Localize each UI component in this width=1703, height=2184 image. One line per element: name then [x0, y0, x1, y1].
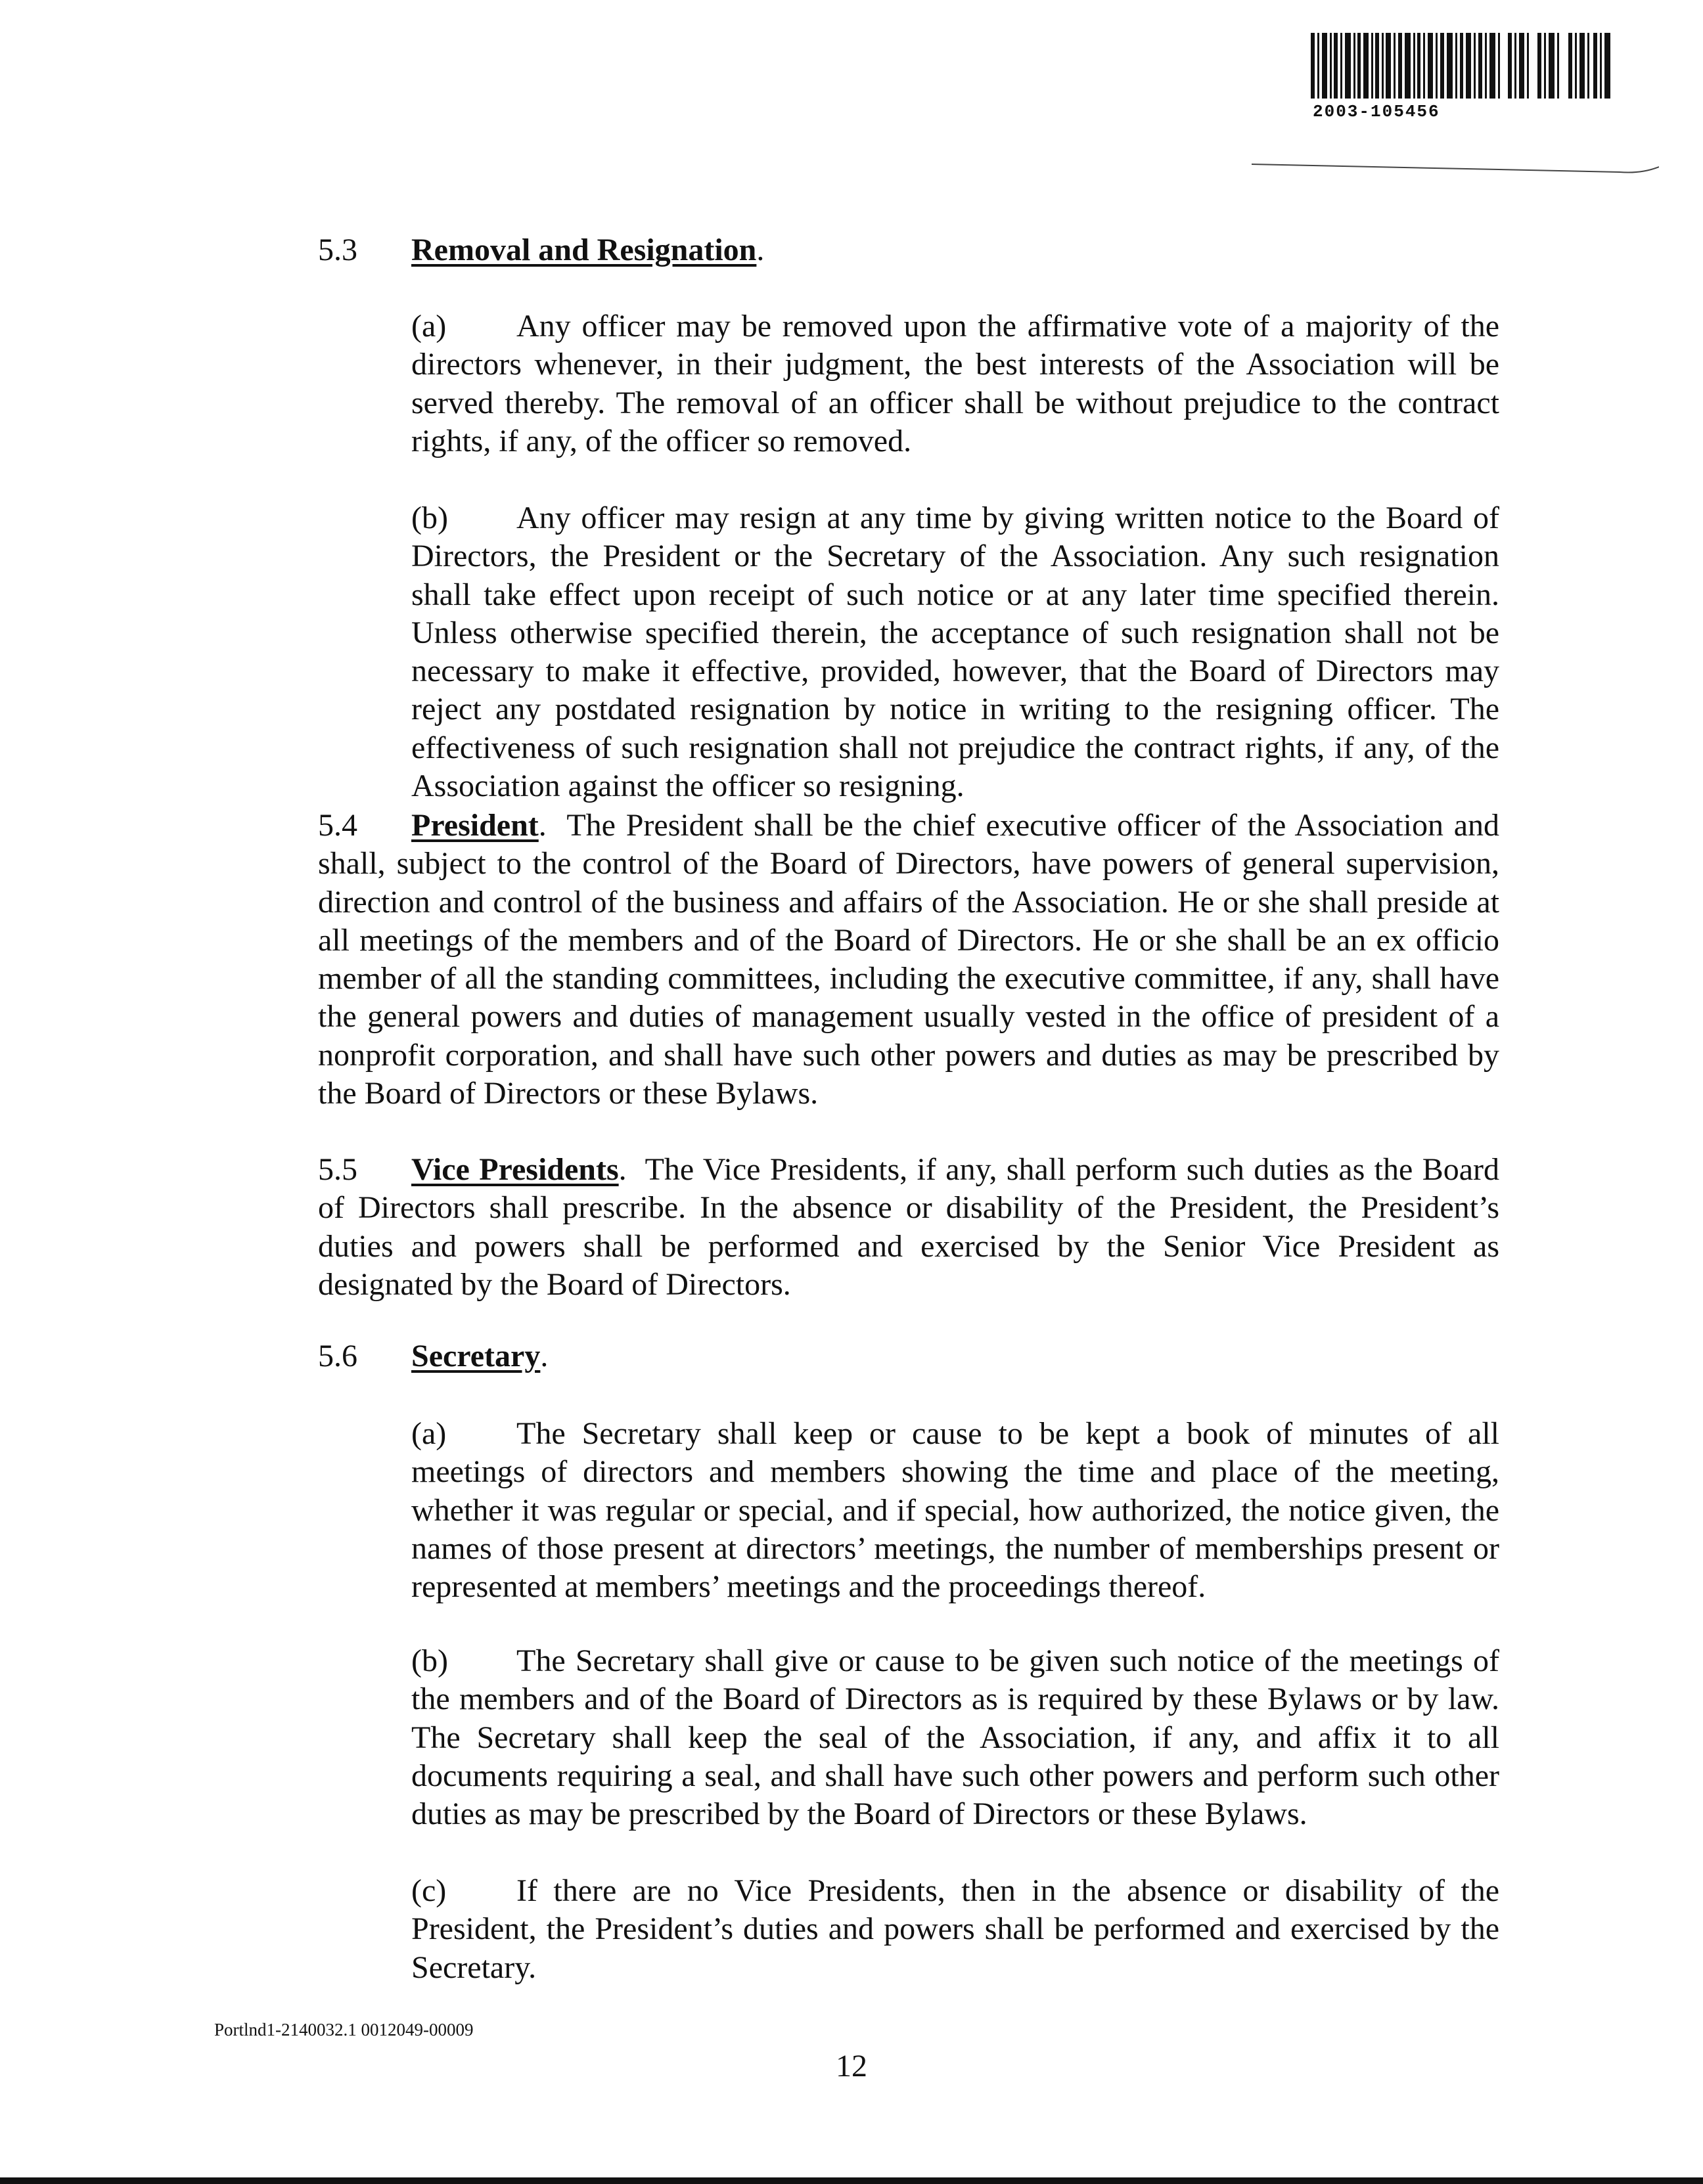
section-number: 5.4 — [318, 808, 357, 843]
section-number: 5.5 — [318, 1152, 357, 1187]
page-number: 12 — [836, 2049, 867, 2084]
clause-text: Any officer may be removed upon the affirmative vote of a majority of the directors whenever, in their judgment, the best interests of the Association will be served thereby. The removal of an officer shall be without prejudice to the contract rights, if any, of the officer so removed. — [411, 309, 1499, 458]
clause-text: The Secretary shall give or cause to be given such notice of the meetings of the members and of the Board of Directors as is required by these Bylaws or by law. The Secretary shall keep the seal of the Association, if any, and affix it to all documents requiring a seal, and shall have such other powers and perform such other duties as may be prescribed by the Board of Directors or these Bylaws. — [411, 1643, 1499, 1832]
scan-artifact-line — [1252, 162, 1659, 181]
section-5-6-a — [214, 1415, 1499, 1606]
section-5-4: 5.4 President. The President shall be the chief executive officer of the Association and shall, subject to the control of the Board of Directors, have powers of general supervision, direction and control of the business and affairs of the Association. He or she shall preside at all meetings of the members and of the Board of Directors. He or she shall be an ex officio member of all the standing committees, including the executive committee, if any, shall have the general powers and duties of management usually vested in the office of president of a nonprofit corporation, and shall have such other powers and duties as may be prescribed by the Board of Directors or these Bylaws. — [318, 808, 1499, 1111]
section-title: Removal and Resignation. — [411, 233, 765, 267]
section-text: The Vice Presidents, if any, shall perform such duties as the Board of Directors shall prescribe. In the absence or disability of the President, the President’s duties and powers shall be performed and exercised by the Senior Vice President as designated by the Board of Directors. — [318, 1152, 1499, 1302]
section-5-6-heading — [214, 1337, 1499, 1377]
barcode-image — [1311, 33, 1613, 99]
barcode-number: 2003-105456 — [1313, 102, 1440, 122]
clause-label: (b) — [411, 1643, 448, 1678]
section-5-3-heading — [214, 231, 1499, 271]
section-5-3-a — [214, 307, 1499, 460]
section-5-5: 5.5 Vice Presidents. The Vice Presidents, if any, shall perform such duties as the Board of Directors shall prescribe. In the absence or disability of the President, the President’s duties and powers shall be performed and exercised by the Senior Vice President as designated by the Board of Directors. — [318, 1152, 1499, 1302]
scan-border — [0, 2177, 1703, 2184]
clause-label: (b) — [411, 501, 448, 535]
clause-label: (a) — [411, 1416, 447, 1451]
clause-label: (a) — [411, 309, 447, 344]
section-number: 5.3 — [318, 233, 357, 267]
clause-label: (c) — [411, 1873, 447, 1908]
section-5-3-b — [214, 499, 1499, 805]
clause-text: If there are no Vice Presidents, then in the absence or disability of the President, the President’s duties and powers shall be performed and exercised by the Secretary. — [411, 1873, 1499, 1985]
section-number: 5.6 — [318, 1339, 357, 1373]
clause-text: The Secretary shall keep or cause to be kept a book of minutes of all meetings of directors and members showing the time and place of the meeting, whether it was regular or special, and if special, how authorized, the notice given, the names of those present at directors’ meetings, the number of memberships present or represented at members’ meetings and the proceedings thereof. — [411, 1416, 1499, 1605]
footer-document-id: Portlnd1-2140032.1 0012049-00009 — [214, 2020, 474, 2039]
clause-text: Any officer may resign at any time by giving written notice to the Board of Directors, the President or the Secretary of the Association. Any such resignation shall take effect upon receipt of such notice or at any later time specified therein. Unless otherwise specified therein, the acceptance of such resignation shall not be necessary to make it effective, provided, however, that the Board of Directors may reject any postdated resignation by notice in writing to the resigning officer. The effectiveness of such resignation shall not prejudice the contract rights, if any, of the Association against the officer so resigning. — [411, 501, 1499, 804]
section-5-6-b — [214, 1642, 1499, 1833]
section-title: President — [411, 808, 539, 843]
section-title: Secretary. — [411, 1339, 549, 1373]
section-title-text: Removal and Resignation — [411, 233, 757, 267]
section-5-6-c — [214, 1872, 1499, 1987]
section-title-text: Secretary — [411, 1339, 541, 1373]
section-text: The President shall be the chief executive officer of the Association and shall, subject to the control of the Board of Directors, have powers of general supervision, direction and control of the business and affairs of the Association. He or she shall preside at all meetings of the members and of the Board of Directors. He or she shall be an ex officio member of all the standing committees, including the executive committee, if any, shall have the general powers and duties of management usually vested in the office of president of a nonprofit corporation, and shall have such other powers and duties as may be prescribed by the Board of Directors or these Bylaws. — [318, 808, 1499, 1111]
section-title: Vice Presidents — [411, 1152, 619, 1187]
